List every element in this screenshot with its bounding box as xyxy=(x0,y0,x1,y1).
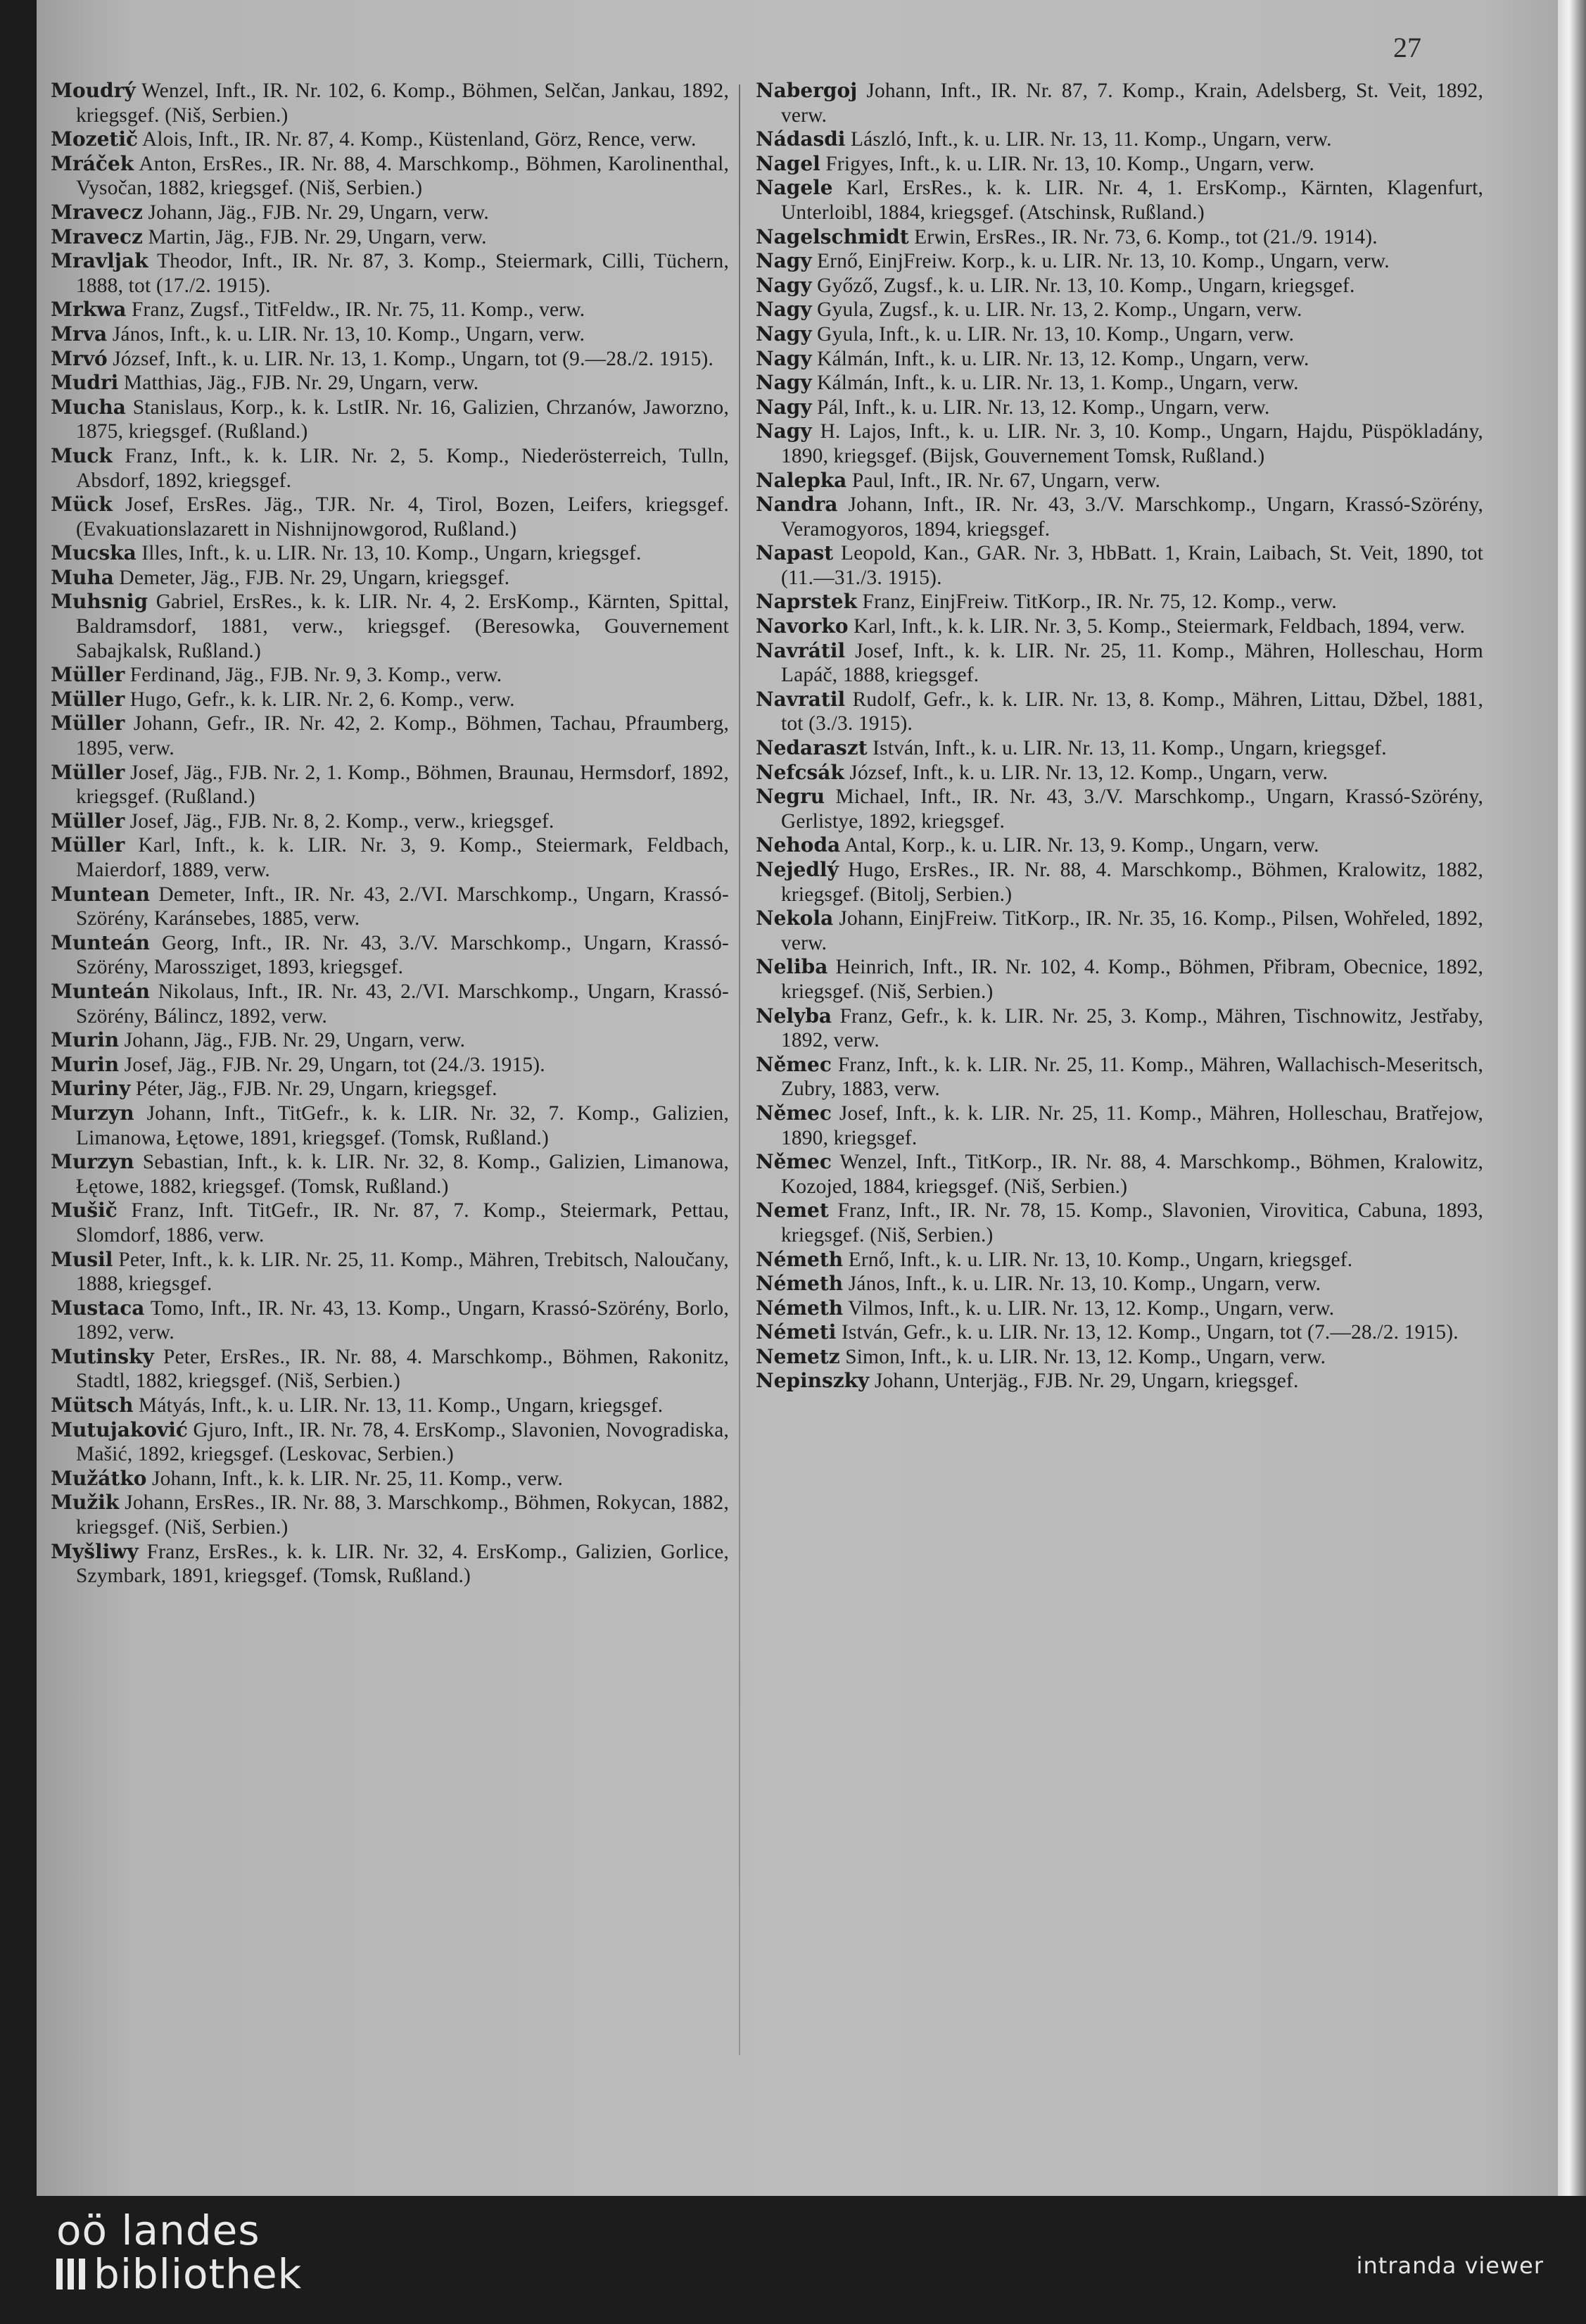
entry-surname: Mráček xyxy=(51,151,134,175)
entry-surname: Nagy xyxy=(756,346,812,370)
entry-details: Franz, Inft., k. k. LIR. Nr. 2, 5. Komp., Niederösterreich, Tulln, Absdorf, 1892, kriegsgef. xyxy=(76,444,729,492)
entry-details: Kálmán, Inft., k. u. LIR. Nr. 13, 1. Komp., Ungarn, verw. xyxy=(811,372,1299,395)
entry-surname: Navrátil xyxy=(756,638,846,662)
register-entry xyxy=(756,1053,1483,1101)
entry-surname: Nagy xyxy=(756,298,812,322)
entry-details: Illes, Inft., k. u. LIR. Nr. 13, 10. Komp., Ungarn, kriegsgef. xyxy=(136,542,642,565)
entry-surname: Muha xyxy=(51,565,114,589)
register-entry xyxy=(51,1248,729,1296)
entry-details: Simon, Inft., k. u. LIR. Nr. 13, 12. Komp., Ungarn, verw. xyxy=(839,1345,1326,1368)
entry-details: Johann, Unterjäg., FJB. Nr. 29, Ungarn, kriegsgef. xyxy=(869,1370,1299,1393)
entry-details: Johann, Jäg., FJB. Nr. 29, Ungarn, verw. xyxy=(142,201,489,224)
register-entry xyxy=(51,298,729,322)
entry-details: H. Lajos, Inft., k. u. LIR. Nr. 3, 10. Komp., Ungarn, Hajdu, Püspökladány, 1890, kriegsgef. (Bijsk, Gouvernement Tomsk, Rußland.) xyxy=(781,420,1483,467)
entry-details: Hugo, Gefr., k. k. LIR. Nr. 2, 6. Komp., verw. xyxy=(125,688,515,711)
entry-surname: Nagy xyxy=(756,322,812,346)
entry-surname: Naprstek xyxy=(756,590,857,614)
register-entry xyxy=(756,1296,1483,1321)
entry-surname: Navratil xyxy=(756,687,846,711)
entry-details: Josef, Jäg., FJB. Nr. 2, 1. Komp., Böhmen, Braunau, Hermsdorf, 1892, kriegsgef. (Rußland.) xyxy=(76,761,729,809)
register-entry xyxy=(51,712,729,760)
register-entry xyxy=(756,152,1483,177)
register-entry xyxy=(51,79,729,127)
entry-surname: Németh xyxy=(756,1296,844,1320)
register-entry xyxy=(756,249,1483,274)
entry-surname: Nalepka xyxy=(756,468,847,492)
entry-surname: Murzyn xyxy=(51,1101,134,1125)
register-entry xyxy=(756,590,1483,614)
register-entry xyxy=(51,541,729,566)
entry-surname: Munteán xyxy=(51,979,150,1003)
entry-surname: Negru xyxy=(756,785,825,809)
column-divider xyxy=(739,84,740,2055)
entry-details: Demeter, Jäg., FJB. Nr. 29, Ungarn, kriegsgef. xyxy=(113,566,510,589)
entry-details: Péter, Jäg., FJB. Nr. 29, Ungarn, kriegsgef. xyxy=(130,1078,497,1101)
register-entry xyxy=(51,1418,729,1467)
register-entry xyxy=(51,1296,729,1345)
entry-surname: Müller xyxy=(51,663,125,687)
entry-surname: Nagelschmidt xyxy=(756,225,909,248)
entry-details: Johann, EinjFreiw. TitKorp., IR. Nr. 35, 16. Komp., Pilsen, Wohřeled, 1892, verw. xyxy=(781,907,1483,954)
entry-surname: Murin xyxy=(51,1052,120,1076)
register-entry xyxy=(756,1248,1483,1272)
entry-details: Franz, Inft., k. k. LIR. Nr. 25, 11. Komp., Mähren, Wallachisch-Meseritsch, Zubry, 1883, verw. xyxy=(781,1053,1483,1101)
register-entry xyxy=(51,833,729,882)
right-column xyxy=(756,79,1483,1394)
entry-details: Matthias, Jäg., FJB. Nr. 29, Ungarn, verw. xyxy=(118,372,479,395)
register-entry xyxy=(51,1199,729,1247)
register-entry xyxy=(756,322,1483,347)
entry-surname: Mravljak xyxy=(51,249,148,273)
entry-details: Gyula, Zugsf., k. u. LIR. Nr. 13, 2. Komp., Ungarn, verw. xyxy=(811,298,1302,322)
entry-details: József, Inft., k. u. LIR. Nr. 13, 1. Komp., Ungarn, tot (9.—28./2. 1915). xyxy=(107,347,714,370)
entry-details: József, Inft., k. u. LIR. Nr. 13, 12. Komp., Ungarn, verw. xyxy=(844,761,1328,784)
register-entry xyxy=(51,371,729,396)
entry-surname: Mušič xyxy=(51,1199,118,1223)
entry-surname: Myšliwy xyxy=(51,1539,139,1563)
logo-line-2-text: bibliothek xyxy=(94,2250,303,2298)
entry-surname: Nemetz xyxy=(756,1344,840,1368)
entry-details: Franz, ErsRes., k. k. LIR. Nr. 32, 4. ErsKomp., Galizien, Gorlice, Szymbark, 1891, kriegsgef. (Tomsk, Rußland.) xyxy=(76,1540,729,1588)
entry-details: Franz, Gefr., k. k. LIR. Nr. 25, 3. Komp., Mähren, Tischnowitz, Jestřaby, 1892, verw. xyxy=(781,1004,1483,1052)
register-entry xyxy=(51,249,729,298)
entry-details: Alois, Inft., IR. Nr. 87, 4. Komp., Küstenland, Görz, Rence, verw. xyxy=(138,128,697,151)
register-entry xyxy=(756,176,1483,225)
entry-details: Johann, Gefr., IR. Nr. 42, 2. Komp., Böhmen, Tachau, Pfraumberg, 1895, verw. xyxy=(76,712,729,760)
entry-details: Josef, Jäg., FJB. Nr. 29, Ungarn, tot (24./3. 1915). xyxy=(119,1053,545,1076)
entry-surname: Nagy xyxy=(756,273,812,297)
entry-surname: Nejedlý xyxy=(756,858,839,881)
register-entry xyxy=(51,1150,729,1199)
register-entry xyxy=(756,955,1483,1004)
register-entry xyxy=(756,225,1483,250)
register-entry xyxy=(756,493,1483,541)
entry-surname: Mužik xyxy=(51,1491,120,1515)
entry-surname: Nefcsák xyxy=(756,760,844,784)
entry-surname: Mrvó xyxy=(51,346,108,370)
entry-details: Johann, Inft., k. k. LIR. Nr. 25, 11. Komp., verw. xyxy=(146,1467,564,1490)
register-entry xyxy=(51,493,729,541)
register-entry xyxy=(756,396,1483,420)
entry-details: Anton, ErsRes., IR. Nr. 88, 4. Marschkomp., Böhmen, Karolinenthal, Vysočan, 1882, kriegsgef. (Niš, Serbien.) xyxy=(76,152,729,200)
entry-details: Ernő, EinjFreiw. Korp., k. u. LIR. Nr. 13, 10. Komp., Ungarn, verw. xyxy=(811,250,1390,273)
entry-details: Pál, Inft., k. u. LIR. Nr. 13, 12. Komp., Ungarn, verw. xyxy=(811,396,1270,419)
register-entry xyxy=(51,347,729,372)
entry-details: Johann, Inft., IR. Nr. 43, 3./V. Marschkomp., Ungarn, Krassó-Szörény, Veramogyoros, 1894, kriegsgef. xyxy=(781,493,1483,541)
entry-surname: Mravecz xyxy=(51,200,143,224)
register-entry xyxy=(51,127,729,152)
entry-surname: Mudri xyxy=(51,371,119,395)
entry-details: Kálmán, Inft., k. u. LIR. Nr. 13, 12. Komp., Ungarn, verw. xyxy=(811,347,1309,370)
entry-surname: Mutinsky xyxy=(51,1344,154,1368)
entry-surname: Nemet xyxy=(756,1199,829,1223)
entry-details: Nikolaus, Inft., IR. Nr. 43, 2./VI. Marschkomp., Ungarn, Krassó-Szörény, Bálincz, 1892, verw. xyxy=(76,980,729,1028)
entry-surname: Müller xyxy=(51,760,125,784)
entry-details: Karl, Inft., k. k. LIR. Nr. 3, 9. Komp., Steiermark, Feldbach, Maierdorf, 1889, verw. xyxy=(76,834,729,881)
register-entry xyxy=(51,761,729,809)
entry-surname: Murin xyxy=(51,1028,120,1052)
entry-details: István, Inft., k. u. LIR. Nr. 13, 11. Komp., Ungarn, kriegsgef. xyxy=(867,737,1387,760)
entry-details: Johann, Jäg., FJB. Nr. 29, Ungarn, verw. xyxy=(119,1029,466,1052)
entry-details: Josef, ErsRes. Jäg., TJR. Nr. 4, Tirol, Bozen, Leifers, kriegsgef. (Evakuationslazarett in Nishnijnowgorod, Rußland.) xyxy=(76,493,729,541)
entry-surname: Nádasdi xyxy=(756,127,846,151)
page-edge xyxy=(1558,0,1586,2196)
register-entry xyxy=(756,688,1483,736)
entry-details: Josef, Inft., k. k. LIR. Nr. 25, 11. Komp., Mähren, Holleschau, Bratřejow, 1890, kriegsgef. xyxy=(781,1101,1483,1149)
entry-details: Franz, Zugsf., TitFeldw., IR. Nr. 75, 11. Komp., verw. xyxy=(126,298,585,322)
register-entry xyxy=(756,907,1483,955)
register-entry xyxy=(756,1320,1483,1345)
entry-details: Georg, Inft., IR. Nr. 43, 3./V. Marschkomp., Ungarn, Krassó-Szörény, Marossziget, 1893, kriegsgef. xyxy=(76,931,729,979)
register-entry xyxy=(51,566,729,591)
entry-surname: Németh xyxy=(756,1272,844,1296)
entry-details: Gjuro, Inft., IR. Nr. 78, 4. ErsKomp., Slavonien, Novogradiska, Mašić, 1892, kriegsgef. (Leskovac, Serbien.) xyxy=(76,1418,729,1466)
register-entry xyxy=(51,809,729,834)
register-entry xyxy=(756,833,1483,858)
register-entry xyxy=(756,1004,1483,1053)
register-entry xyxy=(51,1077,729,1101)
register-entry xyxy=(756,419,1483,468)
entry-details: Karl, ErsRes., k. k. LIR. Nr. 4, 1. ErsKomp., Kärnten, Klagenfurt, Unterloibl, 1884, kriegsgef. (Atschinsk, Rußland.) xyxy=(781,177,1483,224)
register-entry xyxy=(756,639,1483,688)
viewer-brand-label[interactable]: intranda viewer xyxy=(1356,2252,1544,2279)
entry-details: Frigyes, Inft., k. u. LIR. Nr. 13, 10. Komp., Ungarn, verw. xyxy=(820,152,1315,175)
entry-surname: Mustaca xyxy=(51,1296,145,1320)
register-entry xyxy=(756,1101,1483,1150)
entry-details: Hugo, ErsRes., IR. Nr. 88, 4. Marschkomp., Böhmen, Kralowitz, 1882, kriegsgef. (Bitolj, Serbien.) xyxy=(781,859,1483,906)
entry-details: Peter, Inft., k. k. LIR. Nr. 25, 11. Komp., Mähren, Trebitsch, Naloučany, 1888, kriegsgef. xyxy=(76,1248,729,1296)
register-entry xyxy=(756,347,1483,372)
entry-surname: Mucska xyxy=(51,541,137,565)
register-entry xyxy=(756,79,1483,127)
register-entry xyxy=(51,225,729,250)
entry-surname: Moudrý xyxy=(51,79,136,102)
entry-surname: Mutujaković xyxy=(51,1417,188,1441)
entry-surname: Němec xyxy=(756,1052,832,1076)
entry-surname: Němec xyxy=(756,1150,832,1174)
register-entry xyxy=(51,201,729,225)
logo-bars-icon xyxy=(56,2259,85,2290)
entry-details: János, Inft., k. u. LIR. Nr. 13, 10. Komp., Ungarn, verw. xyxy=(107,322,585,346)
entry-details: Rudolf, Gefr., k. k. LIR. Nr. 13, 8. Komp., Mähren, Littau, Džbel, 1881, tot (3./3. 1915). xyxy=(781,688,1483,735)
entry-details: Peter, ErsRes., IR. Nr. 88, 4. Marschkomp., Böhmen, Rakonitz, Stadtl, 1882, kriegsgef. (Niš, Serbien.) xyxy=(76,1345,729,1393)
entry-details: Vilmos, Inft., k. u. LIR. Nr. 13, 12. Komp., Ungarn, verw. xyxy=(843,1296,1335,1320)
entry-details: Wenzel, Inft., IR. Nr. 102, 6. Komp., Böhmen, Selčan, Jankau, 1892, kriegsgef. (Niš, Serbien.) xyxy=(76,80,729,127)
entry-surname: Müller xyxy=(51,833,125,857)
entry-details: János, Inft., k. u. LIR. Nr. 13, 10. Komp., Ungarn, verw. xyxy=(843,1272,1321,1296)
register-entry xyxy=(51,663,729,688)
entry-surname: Nagy xyxy=(756,419,812,443)
entry-details: Erwin, ErsRes., IR. Nr. 73, 6. Komp., tot (21./9. 1914). xyxy=(908,225,1378,248)
entry-details: Ferdinand, Jäg., FJB. Nr. 9, 3. Komp., verw. xyxy=(125,664,502,687)
entry-surname: Nagy xyxy=(756,371,812,395)
register-entry xyxy=(756,298,1483,322)
register-entry xyxy=(51,1540,729,1589)
register-entry xyxy=(756,541,1483,590)
entry-surname: Navorko xyxy=(756,614,849,638)
entry-surname: Muhsnig xyxy=(51,590,148,614)
entry-details: Leopold, Kan., GAR. Nr. 3, HbBatt. 1, Krain, Laibach, St. Veit, 1890, tot (11.—31./3. 1915). xyxy=(781,542,1483,589)
library-logo[interactable] xyxy=(56,2206,303,2298)
entry-surname: Müller xyxy=(51,712,125,735)
register-entry xyxy=(756,858,1483,907)
register-entry xyxy=(51,1394,729,1418)
left-column xyxy=(51,79,729,1589)
entry-surname: Nagy xyxy=(756,249,812,273)
register-entry xyxy=(756,274,1483,298)
entry-details: Ernő, Inft., k. u. LIR. Nr. 13, 10. Komp., Ungarn, kriegsgef. xyxy=(843,1248,1353,1271)
entry-surname: Németi xyxy=(756,1320,837,1344)
entry-surname: Nagele xyxy=(756,176,833,200)
entry-details: István, Gefr., k. u. LIR. Nr. 13, 12. Komp., Ungarn, tot (7.—28./2. 1915). xyxy=(836,1321,1459,1344)
entry-surname: Nehoda xyxy=(756,833,841,857)
register-entry xyxy=(756,736,1483,761)
register-entry xyxy=(756,1272,1483,1296)
register-entry xyxy=(51,1028,729,1053)
register-entry xyxy=(51,444,729,493)
entry-details: Wenzel, Inft., TitKorp., IR. Nr. 88, 4. Marschkomp., Böhmen, Kralowitz, Kozojed, 1884, kriegsgef. (Niš, Serbien.) xyxy=(781,1151,1483,1198)
entry-details: Győző, Zugsf., k. u. LIR. Nr. 13, 10. Komp., Ungarn, kriegsgef. xyxy=(811,274,1355,297)
entry-details: Martin, Jäg., FJB. Nr. 29, Ungarn, verw. xyxy=(142,225,487,248)
entry-details: Sebastian, Inft., k. k. LIR. Nr. 32, 8. Komp., Galizien, Limanowa, Łętowe, 1882, kriegsgef. (Tomsk, Rußland.) xyxy=(76,1151,729,1198)
entry-details: Stanislaus, Korp., k. k. LstIR. Nr. 16, Galizien, Chrzanów, Jaworzno, 1875, kriegsgef. (Rußland.) xyxy=(76,396,729,443)
entry-surname: Nagel xyxy=(756,151,820,175)
register-entry xyxy=(51,883,729,931)
entry-details: Heinrich, Inft., IR. Nr. 102, 4. Komp., Böhmen, Přibram, Obecnice, 1892, kriegsgef. (Niš, Serbien.) xyxy=(781,956,1483,1003)
register-entry xyxy=(51,590,729,663)
entry-details: Franz, Inft., IR. Nr. 78, 15. Komp., Slavonien, Virovitica, Cabuna, 1893, kriegsgef. (Niš, Serbien.) xyxy=(781,1199,1483,1246)
entry-surname: Muriny xyxy=(51,1077,131,1101)
entry-details: Gabriel, ErsRes., k. k. LIR. Nr. 4, 2. ErsKomp., Kärnten, Spittal, Baldramsdorf, 1881, verw., kriegsgef. (Beresowka, Gouvernement Sabajkalsk, Rußland.) xyxy=(76,591,729,662)
entry-details: Franz, Inft. TitGefr., IR. Nr. 87, 7. Komp., Steiermark, Pettau, Slomdorf, 1886, verw. xyxy=(76,1199,729,1246)
entry-surname: Nepinszky xyxy=(756,1369,870,1393)
entry-details: Theodor, Inft., IR. Nr. 87, 3. Komp., Steiermark, Cilli, Tüchern, 1888, tot (17./2. 1915). xyxy=(76,250,729,297)
entry-surname: Mozetič xyxy=(51,127,139,151)
register-entry xyxy=(756,127,1483,152)
entry-surname: Němec xyxy=(756,1101,832,1125)
entry-surname: Nekola xyxy=(756,907,834,930)
register-entry xyxy=(756,371,1483,396)
entry-details: Tomo, Inft., IR. Nr. 43, 13. Komp., Ungarn, Krassó-Szörény, Borlo, 1892, verw. xyxy=(76,1296,729,1344)
entry-surname: Mütsch xyxy=(51,1394,134,1417)
entry-surname: Muntean xyxy=(51,882,150,906)
entry-surname: Mravecz xyxy=(51,225,143,248)
entry-surname: Németh xyxy=(756,1247,844,1271)
entry-details: Josef, Inft., k. k. LIR. Nr. 25, 11. Komp., Mähren, Holleschau, Horm Lapáč, 1888, kriegsgef. xyxy=(781,639,1483,687)
register-entry xyxy=(51,152,729,201)
register-entry xyxy=(756,761,1483,785)
entry-surname: Nedaraszt xyxy=(756,736,868,760)
entry-details: Demeter, Inft., IR. Nr. 43, 2./VI. Marschkomp., Ungarn, Krassó-Szörény, Karánsebes, 1885, verw. xyxy=(76,883,729,930)
register-entry xyxy=(756,614,1483,639)
register-entry xyxy=(51,1467,729,1491)
entry-details: Johann, Inft., IR. Nr. 87, 7. Komp., Krain, Adelsberg, St. Veit, 1892, verw. xyxy=(781,80,1483,127)
entry-details: Paul, Inft., IR. Nr. 67, Ungarn, verw. xyxy=(846,469,1161,492)
entry-surname: Mucha xyxy=(51,395,126,419)
entry-surname: Muck xyxy=(51,443,113,467)
entry-surname: Musil xyxy=(51,1247,113,1271)
entry-surname: Mück xyxy=(51,493,113,517)
register-entry xyxy=(51,688,729,712)
entry-surname: Nelyba xyxy=(756,1004,832,1028)
entry-details: Gyula, Inft., k. u. LIR. Nr. 13, 10. Komp., Ungarn, verw. xyxy=(811,322,1295,346)
register-entry xyxy=(51,396,729,444)
entry-surname: Neliba xyxy=(756,955,828,979)
register-entry xyxy=(51,980,729,1028)
register-entry xyxy=(51,322,729,347)
page-number: 27 xyxy=(1393,32,1421,63)
entry-details: Johann, Inft., TitGefr., k. k. LIR. Nr. 32, 7. Komp., Galizien, Limanowa, Łętowe, 1891, kriegsgef. (Tomsk, Rußland.) xyxy=(76,1101,729,1149)
register-entry xyxy=(756,469,1483,493)
register-entry xyxy=(51,1053,729,1078)
entry-details: Michael, Inft., IR. Nr. 43, 3./V. Marschkomp., Ungarn, Krassó-Szörény, Gerlistye, 1892, kriegsgef. xyxy=(781,785,1483,833)
register-entry xyxy=(756,1199,1483,1247)
register-entry xyxy=(756,1150,1483,1199)
entry-details: Johann, ErsRes., IR. Nr. 88, 3. Marschkomp., Böhmen, Rokycan, 1882, kriegsgef. (Niš, Serbien.) xyxy=(76,1491,729,1539)
entry-surname: Nandra xyxy=(756,493,838,517)
logo-line-2 xyxy=(56,2252,302,2296)
register-entry xyxy=(51,1345,729,1394)
entry-surname: Mrva xyxy=(51,322,108,346)
register-entry xyxy=(756,785,1483,833)
entry-surname: Munteán xyxy=(51,930,150,954)
register-entry xyxy=(756,1369,1483,1394)
register-entry xyxy=(51,931,729,980)
entry-surname: Nabergoj xyxy=(756,79,858,102)
entry-surname: Murzyn xyxy=(51,1150,134,1174)
register-entry xyxy=(51,1101,729,1150)
entry-surname: Napast xyxy=(756,541,834,565)
entry-details: Josef, Jäg., FJB. Nr. 8, 2. Komp., verw., kriegsgef. xyxy=(125,809,554,833)
entry-details: László, Inft., k. u. LIR. Nr. 13, 11. Komp., Ungarn, verw. xyxy=(845,128,1332,151)
entry-surname: Müller xyxy=(51,809,125,833)
entry-surname: Müller xyxy=(51,687,125,711)
entry-surname: Mrkwa xyxy=(51,298,127,322)
entry-surname: Mužátko xyxy=(51,1466,147,1490)
entry-details: Franz, EinjFreiw. TitKorp., IR. Nr. 75, 12. Komp., verw. xyxy=(856,591,1337,614)
entry-surname: Nagy xyxy=(756,395,812,419)
entry-details: Karl, Inft., k. k. LIR. Nr. 3, 5. Komp., Steiermark, Feldbach, 1894, verw. xyxy=(848,615,1466,638)
register-entry xyxy=(51,1491,729,1539)
logo-line-1: oö landes xyxy=(56,2206,260,2254)
entry-details: Mátyás, Inft., k. u. LIR. Nr. 13, 11. Komp., Ungarn, kriegsgef. xyxy=(133,1394,664,1417)
register-entry xyxy=(756,1345,1483,1370)
entry-details: Antal, Korp., k. u. LIR. Nr. 13, 9. Komp., Ungarn, verw. xyxy=(840,834,1319,857)
